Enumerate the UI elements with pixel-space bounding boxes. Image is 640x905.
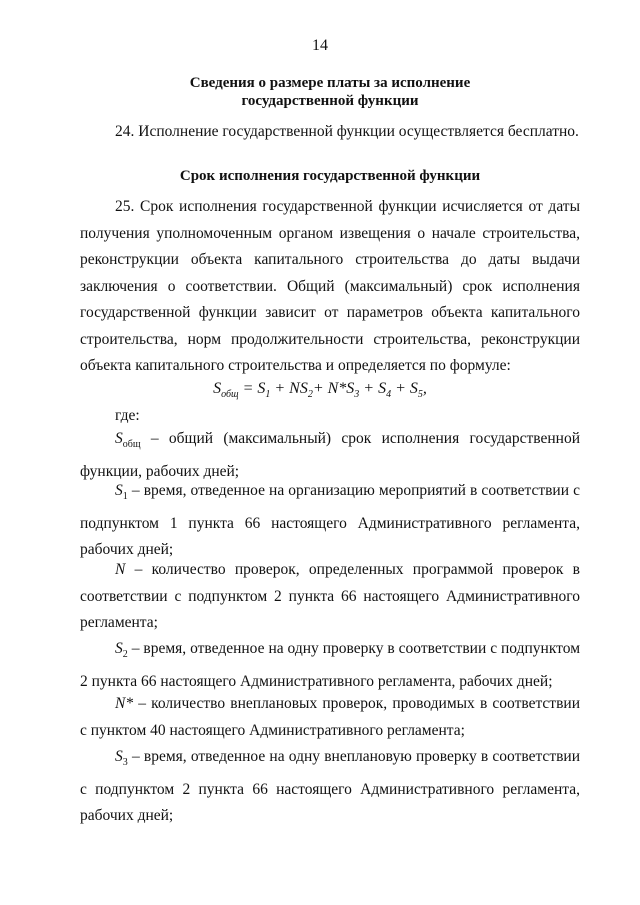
- page-number: 14: [312, 37, 328, 54]
- definition-s2: $S_2$ – время, отведенное на одну проверку в соответствии с подпунктом 2 пункта 66 настоящего Административного регламента, рабочих дней;: [80, 640, 580, 690]
- formula: $S_{общ} = S_1 + NS_2+ N*S_3 + S_4 + S_5$,: [213, 380, 427, 401]
- heading-term: Срок исполнения государственной функции: [179, 168, 481, 184]
- definition-n: N – количество проверок, определенных программой проверок в соответствии с подпунктом 2 пункта 66 настоящего Административного регламента;: [80, 561, 580, 631]
- where-label: где:: [115, 407, 140, 424]
- definition-n-star: N* – количество внеплановых проверок, проводимых в соответствии с пунктом 40 настоящего Административного регламента;: [80, 695, 580, 739]
- paragraph-24: 24. Исполнение государственной функции осуществляется бесплатно.: [115, 123, 579, 140]
- paragraph-25: 25. Срок исполнения государственной функции исчисляется от даты получения уполномоченным органом извещения о начале строительства, реконструкции объекта капитального строительства до даты выдачи заключения о соответствии. Общий (максимальный) срок исполнения государственной функции зависит от параметров объекта капитального строительства, норм продолжительности строительства, реконструкции объекта капитального строительства и определяется по формуле:: [80, 198, 580, 374]
- definition-s1: $S_1$ – время, отведенное на организацию мероприятий в соответствии с подпунктом 1 пункта 66 настоящего Административного регламента, рабочих дней;: [80, 482, 580, 559]
- heading-fee-line1: Сведения о размере платы за исполнение: [189, 75, 471, 91]
- definition-s3: $S_3$ – время, отведенное на одну внеплановую проверку в соответствии с подпунктом 2 пункта 66 настоящего Административного регламента, рабочих дней;: [80, 748, 580, 825]
- definition-s-total: $S_{общ}$ – общий (максимальный) срок исполнения государственной функции, рабочих дней;: [80, 430, 580, 480]
- heading-fee-line2: государственной функции: [241, 93, 419, 109]
